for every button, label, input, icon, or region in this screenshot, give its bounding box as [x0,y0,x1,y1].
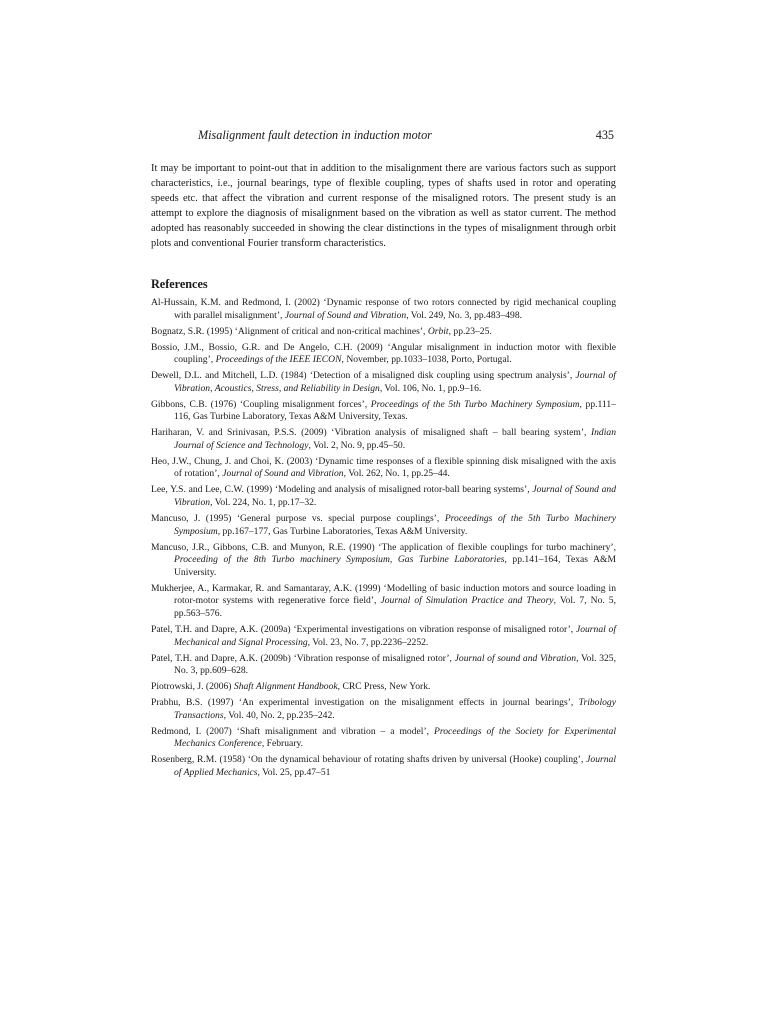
reference-authors-title: Bossio, J.M., Bossio, G.R. and De Angelo, C.H. (2009) ‘Angular misalignment in induction motor with flexible coupling’, [151,341,616,366]
reference-source: Journal of Vibration, Acoustics, Stress, and Reliability in Design [174,370,616,394]
page-number: 435 [595,128,614,142]
reference-source: Proceedings of the Society for Experimental Mechanics Conference [174,725,616,750]
reference-source: Indian Journal of Science and Technology [174,427,616,451]
reference-authors-title: Patel, T.H. and Dapre, A.K. (2009a) ‘Experimental investigations on vibration response of misaligned rotor’, [151,623,576,635]
reference-item [151,399,616,424]
reference-details: , November, pp.1033–1038, Porto, Portugal. [341,354,512,366]
reference-authors-title: Dewell, D.L. and Mitchell, L.D. (1984) ‘Detection of a misaligned disk coupling using spectrum analysis’, [151,370,576,382]
reference-source: Journal of Sound and Vibration [222,468,344,480]
references-heading: References [151,277,208,291]
reference-source: Shaft Alignment Handbook [233,681,338,693]
reference-details: , February. [261,738,304,750]
reference-item [151,754,616,779]
reference-authors-title: Heo, J.W., Chung, J. and Choi, K. (2003) ‘Dynamic time responses of a flexible spinning disk misaligned with the axis of rotation’, [151,455,616,480]
reference-item [151,456,616,481]
reference-authors-title: Bognatz, S.R. (1995) ‘Alignment of critical and non-critical machines’, [151,325,428,337]
reference-item [151,681,616,694]
reference-details: , Vol. 325, No. 3, pp.609–628. [174,652,616,677]
reference-list [151,297,616,779]
reference-source: Journal of sound and Vibration [454,652,577,664]
reference-details: , Vol. 249, No. 3, pp.483–498. [406,309,523,321]
reference-item [151,726,616,751]
reference-item [151,624,616,649]
reference-details: , CRC Press, New York. [337,681,431,693]
reference-authors-title: Lee, Y.S. and Lee, C.W. (1999) ‘Modeling and analysis of misaligned rotor-ball bearing systems’, [151,484,533,496]
reference-details: , Vol. 2, No. 9, pp.45–50. [308,439,406,451]
reference-authors-title: Gibbons, C.B. (1976) ‘Coupling misalignment forces’, [151,398,371,410]
reference-authors-title: Prabhu, B.S. (1997) ‘An experimental investigation on the misalignment effects in journal bearings’, [151,697,579,709]
reference-authors-title: Mancuso, J.R., Gibbons, C.B. and Munyon, R.E. (1990) ‘The application of flexible couplings for turbo machinery’, [151,541,616,553]
reference-source: Journal of Simulation Practice and Theory [380,595,554,607]
reference-item [151,583,616,621]
reference-item [151,370,616,395]
reference-item [151,427,616,452]
reference-source: Journal of Applied Mechanics [174,754,616,778]
reference-item [151,484,616,509]
reference-authors-title: Mancuso, J. (1995) ‘General purpose vs. special purpose couplings’, [151,513,445,525]
reference-details: , Vol. 23, No. 7, pp.2236–2252. [307,636,429,648]
reference-authors-title: Mukherjee, A., Karmakar, R. and Samantaray, A.K. (1999) ‘Modelling of basic induction motors and source loading in rotor-motor systems with regenerative force field’, [151,582,616,607]
reference-source: Proceedings of the IEEE IECON [215,354,342,366]
reference-item [151,542,616,580]
reference-source: Tribology Transactions [174,697,616,721]
reference-details: , pp.23–25. [448,325,492,337]
reference-item [151,342,616,367]
reference-source: Proceeding of the 8th Turbo machinery Symposium, Gas Turbine Laboratories [174,554,505,566]
reference-item [151,326,616,339]
reference-authors-title: Rosenberg, R.M. (1958) ‘On the dynamical behaviour of rotating shafts driven by universal (Hooke) coupling’, [151,754,587,766]
reference-details: , pp.111–116, Gas Turbine Laboratory, Texas A&M University, Texas. [174,398,616,423]
reference-source: Journal of Sound and Vibration [284,309,407,321]
reference-details: , pp.167–177, Gas Turbine Laboratories, Texas A&M University. [217,525,468,537]
reference-item [151,653,616,678]
reference-source: Journal of Sound and Vibration [174,484,616,509]
reference-authors-title: Hariharan, V. and Srinivasan, P.S.S. (2009) ‘Vibration analysis of misaligned shaft – ball bearing system’, [151,427,591,439]
reference-authors-title: Patel, T.H. and Dapre, A.K. (2009b) ‘Vibration response of misaligned rotor’, [151,652,455,664]
reference-details: , Vol. 25, pp.47–51 [257,766,331,778]
reference-details: , Vol. 224, No. 1, pp.17–32. [210,497,317,509]
reference-item [151,697,616,722]
body-paragraph: It may be important to point-out that in addition to the misalignment there are various factors such as support characteristics, i.e., journal bearings, type of flexible coupling, types of shafts used in rotor and operating speeds etc. that affect the vibration and current response of the misaligned rotors. The present study is an attempt to explore the diagnosis of misalignment based on the vibration as well as stator current. The method adopted has reasonably succeeded in showing the clear distinctions in the types of misalignment through orbit plots and conventional Fourier transform characteristics. [151,163,616,249]
reference-source: Proceedings of the 5th Turbo Machinery Symposium [370,398,580,410]
reference-details: , Vol. 262, No. 1, pp.25–44. [343,468,450,480]
page-content [151,128,616,783]
reference-source: Proceedings of the 5th Turbo Machinery Symposium [174,513,616,537]
reference-source: Orbit [427,325,449,337]
running-title: Misalignment fault detection in induction motor [198,128,432,142]
reference-details: , Vol. 106, No. 1, pp.9–16. [379,382,482,394]
reference-item [151,297,616,322]
reference-details: , pp.141–164, Texas A&M University. [174,554,616,578]
reference-authors-title: Redmond, I. (2007) ‘Shaft misalignment and vibration – a model’, [151,725,434,737]
reference-details: , Vol. 7, No. 5, pp.563–576. [174,595,616,619]
running-header [151,128,616,143]
reference-authors-title: Piotrowski, J. (2006) [151,681,234,693]
reference-details: , Vol. 40, No. 2, pp.235–242. [223,709,335,721]
reference-item [151,513,616,538]
reference-source: Journal of Mechanical and Signal Processing [174,623,616,648]
reference-authors-title: Al-Hussain, K.M. and Redmond, I. (2002) ‘Dynamic response of two rotors connected by rigid mechanical coupling with parallel misalignment’, [151,297,616,321]
